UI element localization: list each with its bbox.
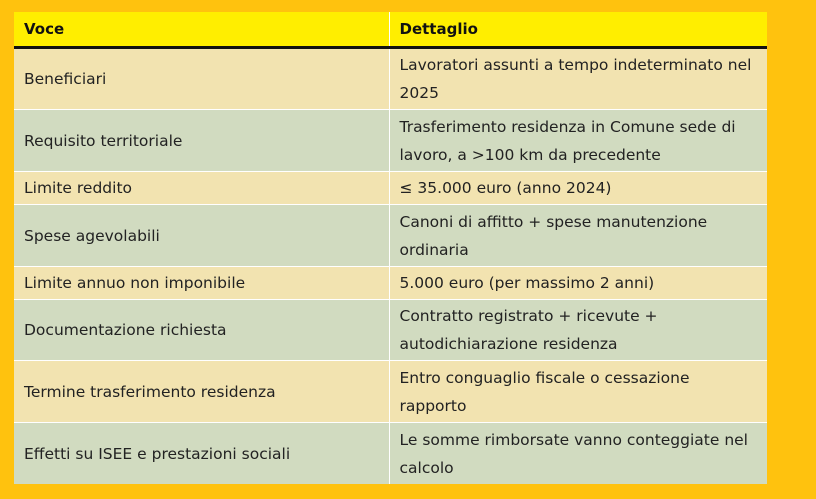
table-row xyxy=(14,172,767,205)
cell-voce: Spese agevolabili xyxy=(14,205,389,267)
table-row xyxy=(14,423,767,485)
table-row xyxy=(14,300,767,361)
table-row xyxy=(14,110,767,172)
cell-dettaglio: 5.000 euro (per massimo 2 anni) xyxy=(389,267,767,300)
table-row xyxy=(14,48,767,110)
info-table-container xyxy=(14,12,767,484)
cell-voce: Requisito territoriale xyxy=(14,110,389,172)
info-table xyxy=(14,12,767,484)
cell-dettaglio: ≤ 35.000 euro (anno 2024) xyxy=(389,172,767,205)
table-row xyxy=(14,267,767,300)
cell-dettaglio: Lavoratori assunti a tempo indeterminato nel 2025 xyxy=(389,48,767,110)
cell-voce: Beneficiari xyxy=(14,48,389,110)
cell-dettaglio: Entro conguaglio fiscale o cessazione rapporto xyxy=(389,361,767,423)
cell-voce: Limite reddito xyxy=(14,172,389,205)
cell-voce: Effetti su ISEE e prestazioni sociali xyxy=(14,423,389,485)
cell-dettaglio: Trasferimento residenza in Comune sede di lavoro, a >100 km da precedente xyxy=(389,110,767,172)
cell-voce: Documentazione richiesta xyxy=(14,300,389,361)
table-row xyxy=(14,205,767,267)
header-dettaglio: Dettaglio xyxy=(389,12,767,48)
cell-voce: Termine trasferimento residenza xyxy=(14,361,389,423)
cell-dettaglio: Canoni di affitto + spese manutenzione ordinaria xyxy=(389,205,767,267)
header-voce: Voce xyxy=(14,12,389,48)
table-row xyxy=(14,361,767,423)
table-header-row xyxy=(14,12,767,48)
cell-dettaglio: Le somme rimborsate vanno conteggiate nel calcolo xyxy=(389,423,767,485)
cell-voce: Limite annuo non imponibile xyxy=(14,267,389,300)
cell-dettaglio: Contratto registrato + ricevute + autodichiarazione residenza xyxy=(389,300,767,361)
